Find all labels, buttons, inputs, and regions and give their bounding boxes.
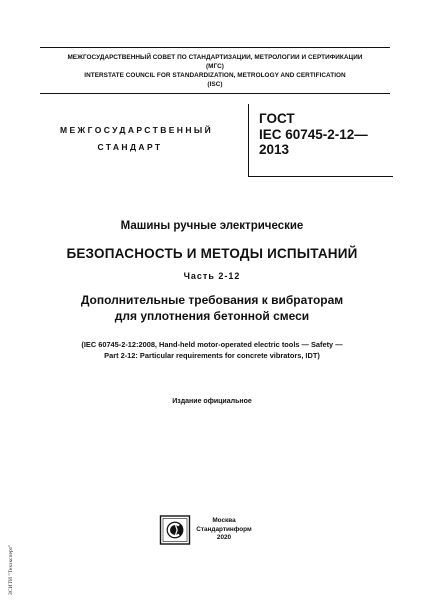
publisher-info <box>196 517 252 543</box>
council-name-ru: МЕЖГОСУДАРСТВЕННЫЙ СОВЕТ ПО СТАНДАРТИЗАЦИИ, МЕТРОЛОГИИ И СЕРТИФИКАЦИИ <box>67 54 363 61</box>
side-stamp <box>4 525 12 595</box>
standard-type <box>60 122 214 156</box>
council-abbr-ru: (МГС) <box>206 63 224 70</box>
designation-line1: ГОСТ <box>259 111 295 126</box>
title-line1: Машины ручные электрические <box>120 220 304 232</box>
publisher-name: Стандартинформ <box>196 525 252 533</box>
standard-type-line1: МЕЖГОСУДАРСТВЕННЫЙ <box>60 125 214 135</box>
council-header <box>40 47 390 94</box>
standard-type-line2: СТАНДАРТ <box>97 142 163 152</box>
title-part: Часть 2-12 <box>183 271 241 281</box>
iec-reference-line1: (IEC 60745-2-12:2008, Hand-held motor-operated electric tools — Safety — <box>81 340 343 349</box>
title-main: БЕЗОПАСНОСТЬ И МЕТОДЫ ИСПЫТАНИЙ <box>66 246 358 261</box>
designation-line2: IEC 60745-2-12— <box>259 126 368 142</box>
subtitle-line2: для уплотнения бетонной смеси <box>114 308 310 323</box>
edition-label: Издание официальное <box>172 398 252 405</box>
council-abbr-en: (ISC) <box>207 81 223 88</box>
subtitle-line1: Дополнительные требования к вибраторам <box>80 293 344 307</box>
iec-reference-line2: Part 2-12: Particular requirements for concrete vibrators, IDT) <box>104 350 320 360</box>
side-stamp-text: ЗСИТИ "Техэксперт" <box>8 544 14 595</box>
publisher-logo-icon <box>158 514 192 546</box>
publisher-city: Москва <box>212 517 236 524</box>
standard-designation <box>248 104 393 177</box>
designation-line3: 2013 <box>259 142 290 157</box>
iec-reference <box>0 340 424 361</box>
publication-year: 2020 <box>216 534 232 542</box>
subtitle <box>0 293 424 324</box>
council-name-en: INTERSTATE COUNCIL FOR STANDARDIZATION, METROLOGY AND CERTIFICATION <box>84 72 346 79</box>
